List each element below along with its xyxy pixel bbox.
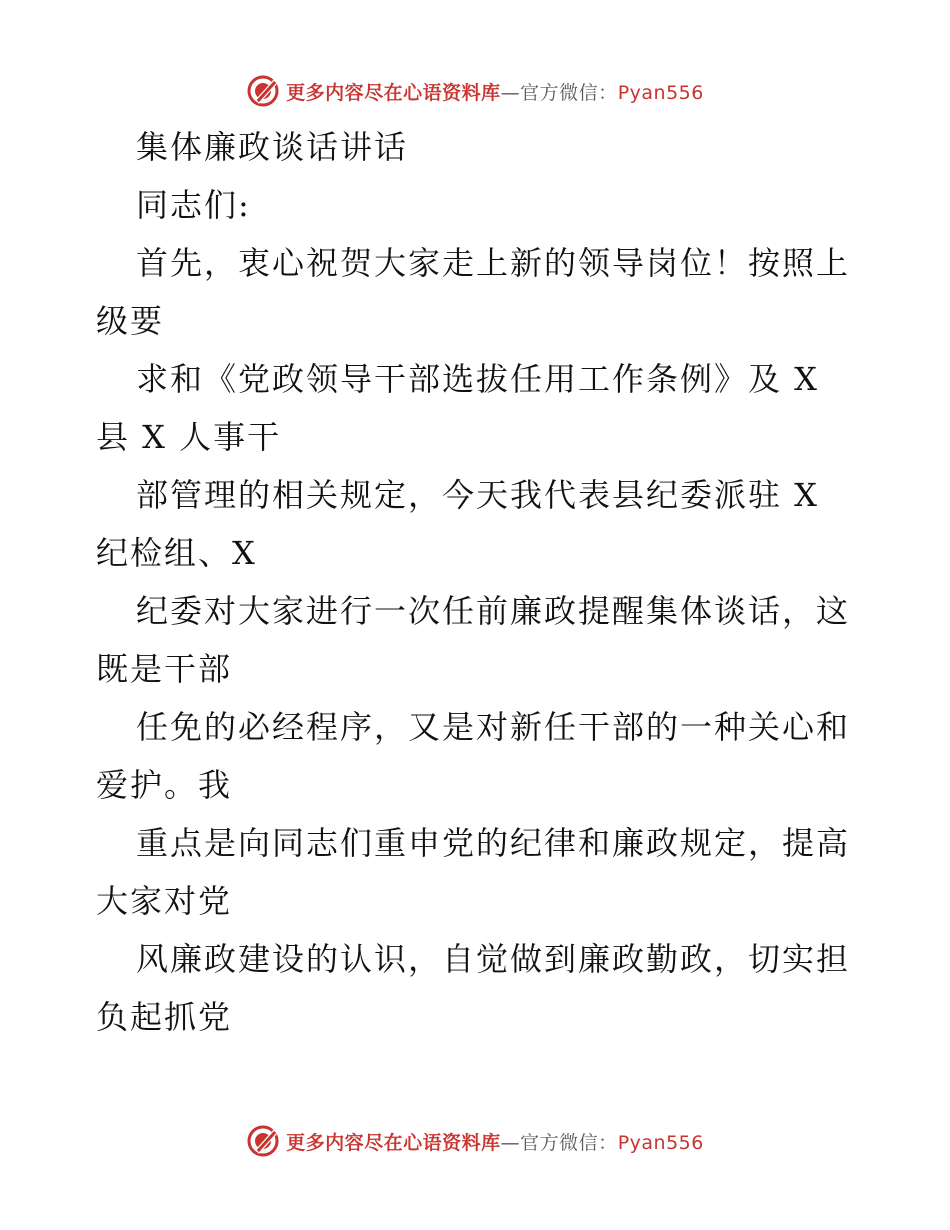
header-dash: — — [500, 81, 521, 104]
paragraph-line: 重点是向同志们重申党的纪律和廉政规定，提高 — [136, 824, 851, 862]
paragraph-line: 爱护。我 — [96, 766, 233, 804]
header-banner — [0, 71, 950, 111]
document-title: 集体廉政谈话讲话 — [136, 128, 409, 166]
header-wechat-id: Pyan556 — [617, 81, 704, 104]
paragraph-line: 县 X 人事干 — [96, 418, 282, 456]
footer-banner — [0, 1121, 950, 1161]
paragraph-line: 任免的必经程序，又是对新任干部的一种关心和 — [136, 708, 851, 746]
paragraph-line: 大家对党 — [96, 882, 233, 920]
header-wechat-label: 官方微信： — [520, 81, 618, 104]
salutation-line: 同志们: — [136, 186, 251, 224]
footer-wechat-label: 官方微信： — [520, 1131, 618, 1154]
paragraph-line: 部管理的相关规定，今天我代表县纪委派驻 X — [136, 476, 819, 514]
paragraph-line: 负起抓党 — [96, 998, 233, 1036]
pen-logo-icon — [246, 1124, 280, 1158]
document-body — [96, 118, 856, 1046]
paragraph-line: 求和《党政领导干部选拔任用工作条例》及 X — [136, 360, 819, 398]
paragraph-line: 风廉政建设的认识，自觉做到廉政勤政，切实担 — [136, 940, 851, 978]
footer-banner-text — [286, 1128, 704, 1155]
paragraph-line: 级要 — [96, 302, 165, 340]
paragraph-line: 首先，衷心祝贺大家走上新的领导岗位！按照上 — [136, 244, 851, 282]
pen-logo-icon — [246, 74, 280, 108]
paragraph-line: 纪委对大家进行一次任前廉政提醒集体谈话，这 — [136, 592, 851, 630]
paragraph-line: 纪检组、X — [96, 534, 257, 572]
header-site-text: 更多内容尽在心语资料库 — [286, 81, 501, 104]
footer-wechat-id: Pyan556 — [617, 1131, 704, 1154]
header-banner-text — [286, 78, 704, 105]
footer-dash: — — [500, 1131, 521, 1154]
footer-site-text: 更多内容尽在心语资料库 — [286, 1131, 501, 1154]
paragraph-line: 既是干部 — [96, 650, 233, 688]
